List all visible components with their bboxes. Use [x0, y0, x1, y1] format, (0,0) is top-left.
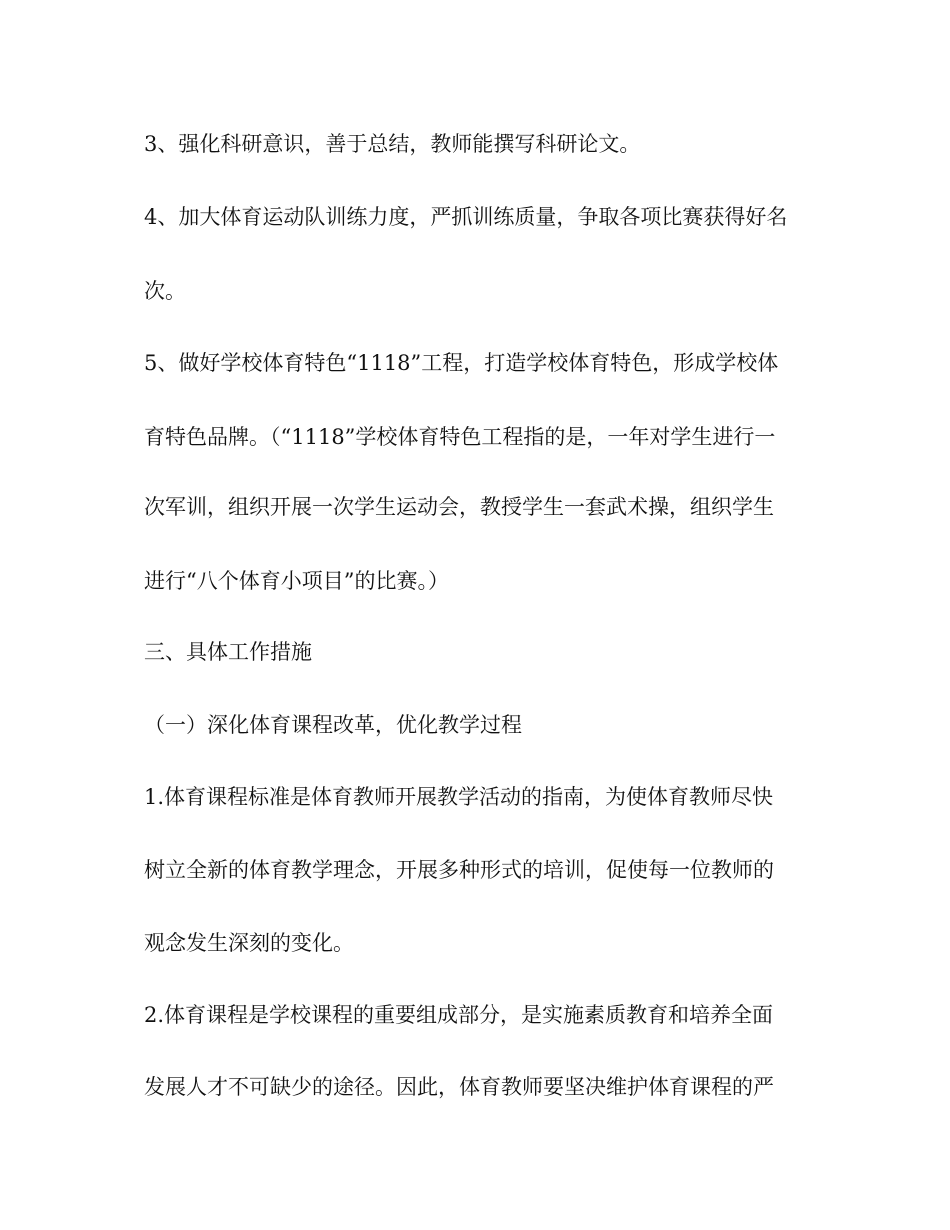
- item-3-text: 3、强化科研意识，善于总结，教师能撰写科研论文。: [144, 132, 641, 156]
- item-5-text-line-4: 进行“八个体育小项目”的比赛。）: [144, 569, 449, 593]
- point-1-text-line-3: 观念发生深刻的变化。: [144, 931, 354, 955]
- item-4-text-line-2: 次。: [144, 279, 186, 303]
- item-5-text-line-3: 次军训，组织开展一次学生运动会，教授学生一套武术操，组织学生: [144, 495, 774, 519]
- point-2-text-line-1: 2.体育课程是学校课程的重要组成部分，是实施素质教育和培养全面: [144, 1003, 774, 1027]
- point-1-text-line-2: 树立全新的体育教学理念，开展多种形式的培训，促使每一位教师的: [144, 858, 774, 882]
- subsection-heading: （一）深化体育课程改革，优化教学过程: [144, 713, 522, 737]
- item-5-text-line-1: 5、做好学校体育特色“1118”工程，打造学校体育特色，形成学校体: [144, 351, 779, 375]
- item-4-text-line-1: 4、加大体育运动队训练力度，严抓训练质量，争取各项比赛获得好名: [144, 205, 788, 229]
- point-2-text-line-2: 发展人才不可缺少的途径。因此，体育教师要坚决维护体育课程的严: [144, 1075, 774, 1099]
- item-5-text-line-2: 育特色品牌。（“1118”学校体育特色工程指的是，一年对学生进行一: [144, 425, 776, 449]
- section-heading: 三、具体工作措施: [144, 640, 312, 664]
- point-1-text-line-1: 1.体育课程标准是体育教师开展教学活动的指南，为使体育教师尽快: [144, 785, 774, 809]
